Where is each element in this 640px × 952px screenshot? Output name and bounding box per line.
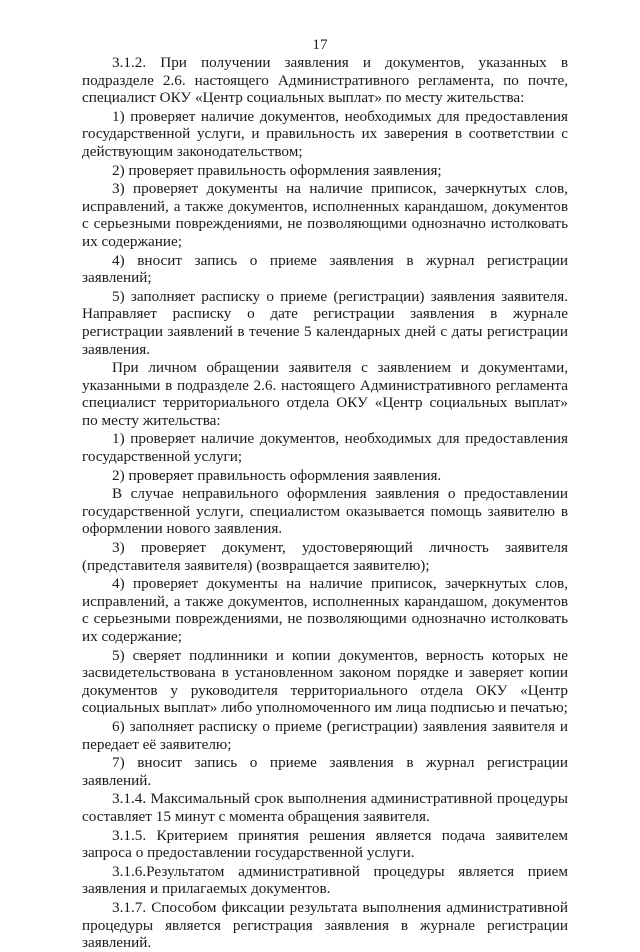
list-item-mail-1: 1) проверяет наличие документов, необходимых для предоставления государственной услуги, и правильность их заверения в соответствии с действующим законодательством;: [82, 107, 568, 160]
paragraph-3-1-5: 3.1.5. Критерием принятия решения является подача заявителем запроса о предоставлении государственной услуги.: [82, 826, 568, 862]
list-item-visit-7: 7) вносит запись о приеме заявления в журнал регистрации заявлений.: [82, 754, 568, 789]
list-item-visit-4: 4) проверяет документы на наличие приписок, зачеркнутых слов, исправлений, а также документов, исполненных карандашом, документов с серьезными повреждениями, не позволяющими однозначно истолковать их содержание;: [82, 575, 568, 645]
paragraph-personal-visit: При личном обращении заявителя с заявлением и документами, указанными в подразделе 2.6. настоящего Административного регламента специалист территориального отдела ОКУ «Центр социальных выплат» по месту жительства:: [82, 359, 568, 429]
list-item-visit-3: 3) проверяет документ, удостоверяющий личность заявителя (представителя заявителя) (возвращается заявителю);: [82, 539, 568, 574]
list-item-mail-3: 3) проверяет документы на наличие приписок, зачеркнутых слов, исправлений, а также документов, исполненных карандашом, документов с серьезными повреждениями, не позволяющими однозначно истолковать их содержание;: [82, 180, 568, 250]
paragraph-3-1-6: 3.1.6.Результатом административной процедуры является прием заявления и прилагаемых документов.: [82, 862, 568, 898]
list-item-visit-1: 1) проверяет наличие документов, необходимых для предоставления государственной услуги;: [82, 430, 568, 466]
paragraph-incorrect-form: В случае неправильного оформления заявления о предоставлении государственной услуги, специалистом оказывается помощь заявителю в оформлении нового заявления.: [82, 485, 568, 538]
paragraph-3-1-7: 3.1.7. Способом фиксации результата выполнения административной процедуры является регистрация заявления в журнале регистрации заявлений.: [82, 898, 568, 952]
list-item-visit-2: 2) проверяет правильность оформления заявления.: [112, 466, 442, 484]
list-item-visit-6: 6) заполняет расписку о приеме (регистрации) заявления заявителя и передает её заявителю;: [82, 717, 568, 753]
list-item-visit-5: 5) сверяет подлинники и копии документов, верность которых не засвидетельствована в установленном законом порядке и заверяет копии документов у руководителя территориального отдела ОКУ «Центр социальных выплат» либо уполномоченного им лица подписью и печатью;: [82, 646, 568, 717]
list-item-mail-5: 5) заполняет расписку о приеме (регистрации) заявления заявителя. Направляет расписку о дате регистрации заявления в журнале регистрации заявлений в течение 5 календарных дней с даты регистрации заявления.: [82, 287, 568, 358]
list-item-mail-4: 4) вносит запись о приеме заявления в журнал регистрации заявлений;: [82, 251, 568, 287]
paragraph-3-1-2: 3.1.2. При получении заявления и документов, указанных в подразделе 2.6. настоящего Административного регламента, по почте, специалист ОКУ «Центр социальных выплат» по месту жительства:: [82, 54, 568, 107]
paragraph-3-1-4: 3.1.4. Максимальный срок выполнения административной процедуры составляет 15 минут с момента обращения заявителя.: [82, 790, 568, 825]
page-number: 17: [312, 36, 328, 53]
list-item-mail-2: 2) проверяет правильность оформления заявления;: [112, 161, 442, 179]
document-body: [82, 54, 568, 952]
